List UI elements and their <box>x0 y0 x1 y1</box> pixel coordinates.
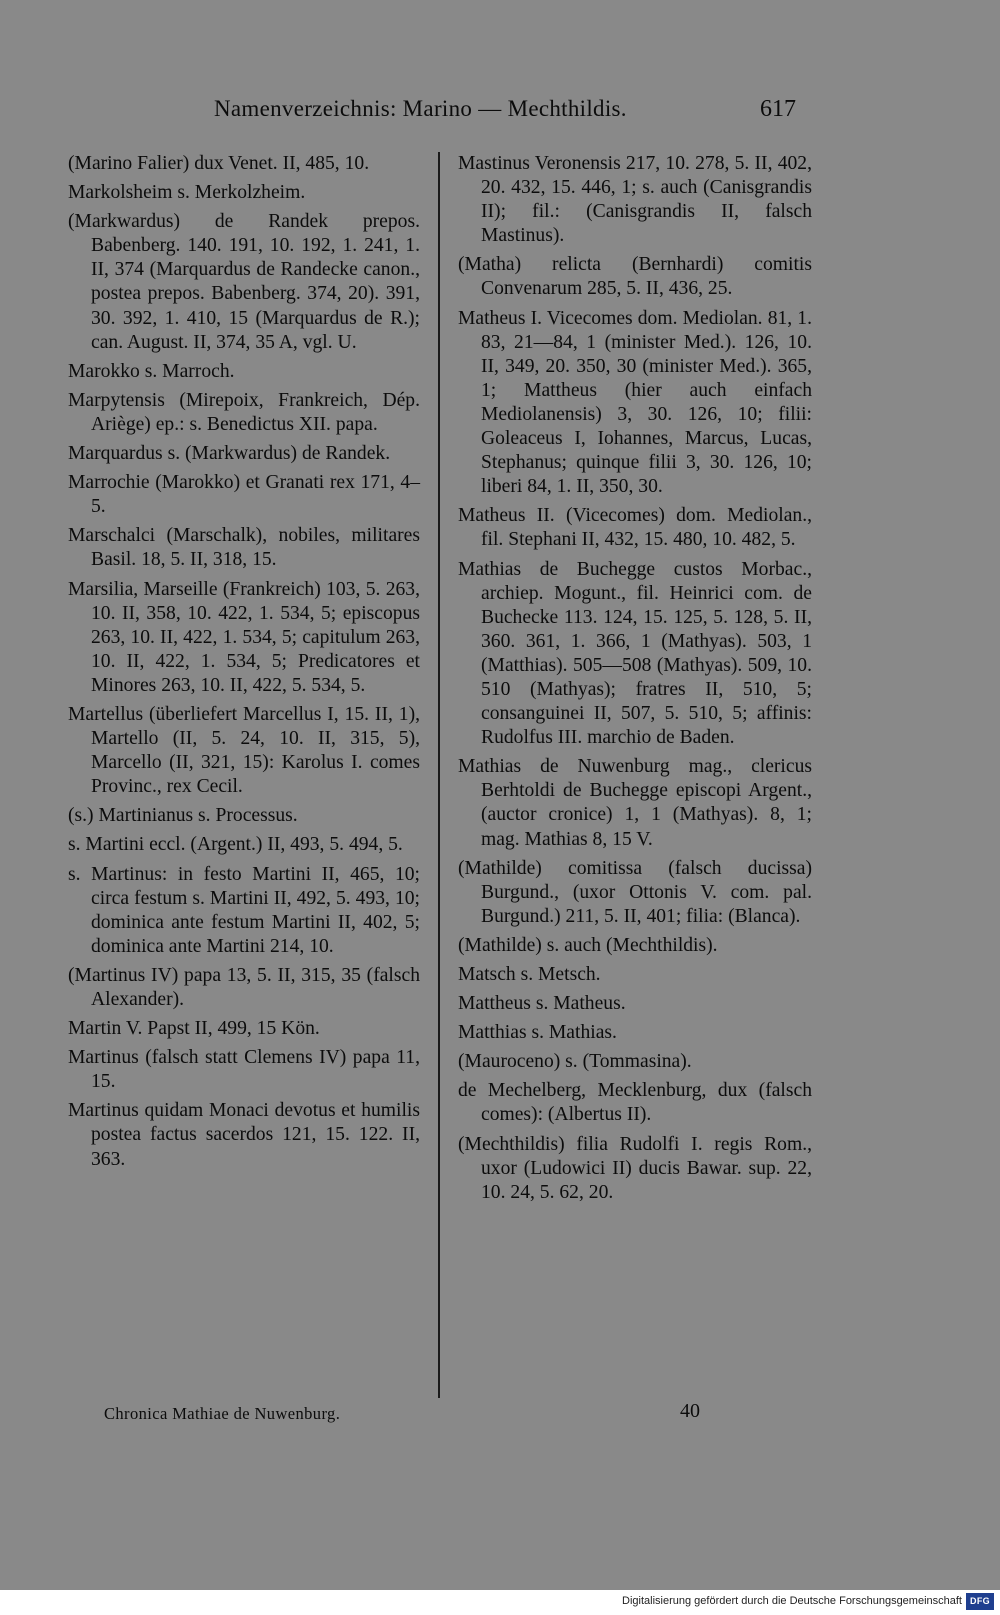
index-entry: Marrochie (Marokko) et Granati rex 171, 4–5. <box>68 472 420 518</box>
index-entry: s. Martinus: in festo Martini II, 465, 10; circa festum s. Martini II, 492, 5. 493, 10; dominica ante festum Martini II, 402, 5; dominica ante Martini 214, 10. <box>68 863 420 957</box>
index-entry: s. Martini eccl. (Argent.) II, 493, 5. 494, 5. <box>68 834 403 856</box>
index-entry: Martin V. Papst II, 499, 15 Kön. <box>68 1018 320 1040</box>
index-entry: (s.) Martinianus s. Processus. <box>68 805 298 827</box>
index-entry: (Martinus IV) papa 13, 5. II, 315, 35 (falsch Alexander). <box>68 964 420 1010</box>
index-entry: Matsch s. Metsch. <box>458 964 601 985</box>
index-entry: (Markwardus) de Randek prepos. Babenberg. 140. 191, 10. 192, 1. 241, 1. II, 374 (Marquardus de Randecke canon., postea prepos. Babenberg. 374, 20). 391, 30. 392, 1. 410, 15 (Marquardus de R.); can. August. II, 374, 35 A, vgl. U. <box>68 211 420 353</box>
index-entry: Mastinus Veronensis 217, 10. 278, 5. II, 402, 20. 432, 15. 446, 1; s. auch (Canisgrandis II); fil.: (Canisgrandis II, falsch Mastinus). <box>458 153 812 247</box>
sheet-number: 40 <box>680 1400 700 1422</box>
index-entry: Marschalci (Marschalk), nobiles, militares Basil. 18, 5. II, 318, 15. <box>68 525 420 571</box>
index-entry: (Mathilde) comitissa (falsch ducissa) Burgund., (uxor Ottonis V. com. pal. Burgund.) 211, 5. II, 401; filia: (Blanca). <box>458 857 812 927</box>
running-head: Namenverzeichnis: Marino — Mechthildis. <box>214 96 627 121</box>
index-entry: Mathias de Buchegge custos Morbac., archiep. Mogunt., fil. Heinrici com. de Buchecke 113. 124, 15. 125, 5. 128, 5. II, 360. 361, 1. 366, 1 (Mathyas). 503, 1 (Matthias). 505—508 (Mathyas). 509, 10. 510 (Mathyas); fratres II, 510, 5; consanguinei II, 507, 5. 510, 5; affinis: Rudolfus III. marchio de Baden. <box>458 558 812 749</box>
index-entry: Marsilia, Marseille (Frankreich) 103, 5. 263, 10. II, 358, 10. 422, 1. 534, 5; episcopus 263, 10. II, 422, 1. 534, 5; capitulum 263, 10. II, 422, 1. 534, 5; Predicatores et Minores 263, 10. II, 422, 5. 534, 5. <box>68 578 420 696</box>
printer-signature: Chronica Mathiae de Nuwenburg. <box>104 1404 341 1423</box>
right-column <box>458 152 812 1210</box>
index-entry: Mattheus s. Matheus. <box>458 993 626 1015</box>
digitization-footer <box>0 1590 1000 1615</box>
dfg-logo-icon: DFG <box>966 1593 994 1610</box>
index-entry: (Marino Falier) dux Venet. II, 485, 10. <box>68 153 370 174</box>
left-column <box>68 152 420 1177</box>
index-entry: Martinus (falsch statt Clemens IV) papa 11, 15. <box>68 1047 420 1093</box>
index-entry: (Mathilde) s. auch (Mechthildis). <box>458 934 718 956</box>
index-entry: (Matha) relicta (Bernhardi) comitis Convenarum 285, 5. II, 436, 25. <box>458 254 812 300</box>
index-entry: de Mechelberg, Mecklenburg, dux (falsch comes): (Albertus II). <box>458 1080 812 1126</box>
index-entry: Marokko s. Marroch. <box>68 360 235 382</box>
index-entry: Marquardus s. (Markwardus) de Randek. <box>68 443 391 465</box>
index-entry: Matthias s. Mathias. <box>458 1022 617 1044</box>
column-divider <box>438 152 440 1398</box>
digitization-note: Digitalisierung gefördert durch die Deutsche Forschungsgemeinschaft <box>622 1595 962 1607</box>
index-entry: Marpytensis (Mirepoix, Frankreich, Dép. Ariège) ep.: s. Benedictus XII. papa. <box>68 389 420 435</box>
index-entry: Mathias de Nuwenburg mag., clericus Berhtoldi de Buchegge episcopi Argent., (auctor cronice) 1, 1 (Mathyas). 8, 1; mag. Mathias 8, 15 V. <box>458 756 812 850</box>
index-entry: Martinus quidam Monaci devotus et humilis postea factus sacerdos 121, 15. 122. II, 363. <box>68 1100 420 1170</box>
index-entry: Martellus (überliefert Marcellus I, 15. II, 1), Martello (II, 5. 24, 10. II, 315, 5), Marcello (II, 321, 15): Karolus I. comes Provinc., rex Cecil. <box>68 703 420 798</box>
index-entry: (Mauroceno) s. (Tommasina). <box>458 1051 692 1073</box>
index-entry: Markolsheim s. Merkolzheim. <box>68 182 306 204</box>
page-number: 617 <box>760 96 796 122</box>
index-entry: Matheus I. Vicecomes dom. Mediolan. 81, 1. 83, 21—84, 1 (minister Med.). 126, 10. II, 349, 20. 350, 30 (minister Med.). 365, 1; Mattheus (hier auch einfach Mediolanensis) 3, 30. 126, 10; filii: Goleaceus I, Iohannes, Marcus, Lucas, Stephanus; quinque filii 3, 30. 126, 10; liberi 84, 1. II, 350, 30. <box>458 307 812 498</box>
index-entry: (Mechthildis) filia Rudolfi I. regis Rom., uxor (Ludowici II) ducis Bawar. sup. 22, 10. 24, 5. 62, 20. <box>458 1133 812 1203</box>
index-entry: Matheus II. (Vicecomes) dom. Mediolan., fil. Stephani II, 432, 15. 480, 10. 482, 5. <box>458 505 812 551</box>
